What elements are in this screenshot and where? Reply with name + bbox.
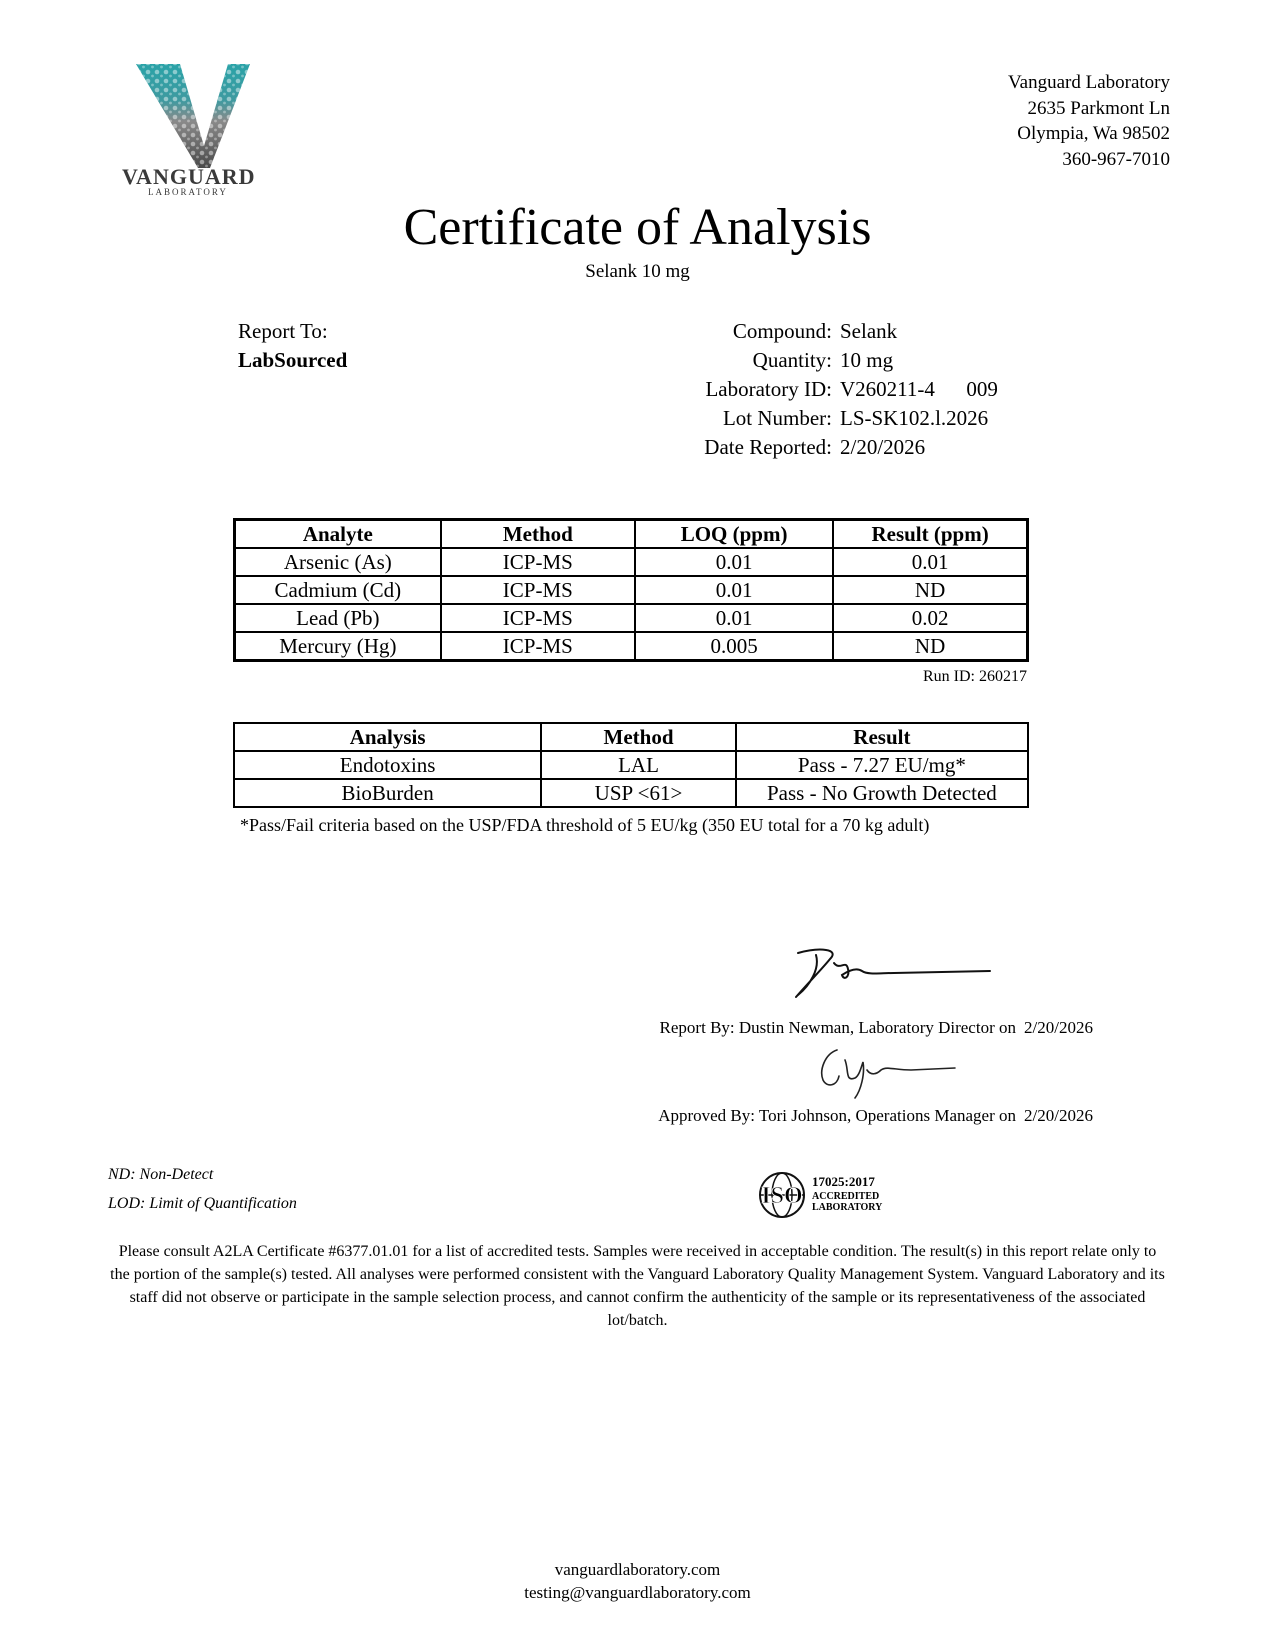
sample-date-label: Date Reported:	[704, 435, 832, 459]
manager-signature	[815, 1040, 960, 1102]
footer-email: testing@vanguardlaboratory.com	[524, 1583, 751, 1602]
table-cell: ICP-MS	[441, 632, 635, 661]
iso-accreditation-badge	[754, 1170, 904, 1220]
table-header-cell: Analysis	[234, 723, 541, 751]
lab-street: 2635 Parkmont Ln	[1027, 97, 1170, 119]
footer-website: vanguardlaboratory.com	[554, 1560, 721, 1579]
sample-info-row	[600, 317, 998, 346]
legend-nd: ND: Non-Detect	[108, 1166, 214, 1183]
sample-lab-id-value: V260211-4 009	[840, 377, 998, 401]
table-cell: Mercury (Hg)	[235, 632, 441, 661]
sample-compound-value: Selank	[840, 319, 898, 343]
lab-city: Olympia, Wa 98502	[1017, 123, 1170, 144]
table-row	[235, 632, 1028, 661]
table-cell: Arsenic (As)	[235, 548, 441, 576]
table-header-cell: Result (ppm)	[833, 520, 1027, 549]
table-row	[235, 604, 1028, 632]
table-cell: Pass - No Growth Detected	[736, 779, 1028, 807]
vanguard-logo	[118, 60, 288, 200]
sample-lot-value: LS-SK102.l.2026	[840, 406, 989, 430]
metals-table	[233, 518, 1029, 662]
table-cell: Endotoxins	[234, 751, 541, 779]
approved-by	[0, 1106, 1104, 1126]
table-cell: ICP-MS	[441, 604, 635, 632]
table-cell: 0.01	[635, 548, 833, 576]
micro-table	[233, 722, 1029, 808]
table-row	[235, 576, 1028, 604]
report-to	[238, 317, 347, 375]
iso-line1: ACCREDITED	[812, 1191, 880, 1202]
report-by-date: 2/20/2026	[1024, 1018, 1093, 1037]
table-cell: ICP-MS	[441, 548, 635, 576]
lab-address	[1008, 70, 1170, 172]
table-cell: LAL	[541, 751, 736, 779]
table-cell: Lead (Pb)	[235, 604, 441, 632]
table-cell: ND	[833, 576, 1027, 604]
sample-info-row	[600, 346, 998, 375]
logo-name: VANGUARD	[122, 164, 256, 189]
table-cell: Cadmium (Cd)	[235, 576, 441, 604]
sample-info-row	[600, 375, 998, 404]
table-header-row	[234, 723, 1028, 751]
endotoxin-footnote: *Pass/Fail criteria based on the USP/FDA threshold of 5 EU/kg (350 EU total for a 70 kg adult)	[240, 815, 930, 835]
client-name: LabSourced	[238, 348, 348, 372]
table-cell: ICP-MS	[441, 576, 635, 604]
table-row	[234, 751, 1028, 779]
table-row	[234, 779, 1028, 807]
run-id: Run ID: 260217	[923, 668, 1027, 685]
approved-by-date: 2/20/2026	[1024, 1106, 1093, 1125]
table-header-cell: Method	[541, 723, 736, 751]
sample-quantity-label: Quantity:	[752, 348, 832, 372]
lab-name: Vanguard Laboratory	[1008, 72, 1170, 93]
table-cell: 0.01	[833, 548, 1027, 576]
table-cell: ND	[833, 632, 1027, 661]
table-header-cell: Result	[736, 723, 1028, 751]
table-row	[235, 548, 1028, 576]
table-cell: BioBurden	[234, 779, 541, 807]
report-by-text: Report By: Dustin Newman, Laboratory Director on	[659, 1018, 1016, 1037]
logo-sub: LABORATORY	[148, 187, 228, 197]
sample-info	[600, 317, 998, 462]
sample-lab-id-label: Laboratory ID:	[705, 377, 832, 401]
table-header-cell: Analyte	[235, 520, 441, 549]
sample-info-row	[600, 433, 998, 462]
sample-quantity-value: 10 mg	[840, 348, 894, 372]
table-cell: USP <61>	[541, 779, 736, 807]
table-header-cell: LOQ (ppm)	[635, 520, 833, 549]
abbreviation-legend	[108, 1160, 297, 1218]
table-cell: 0.02	[833, 604, 1027, 632]
iso-mark: ISO	[761, 1183, 803, 1209]
sample-date-value: 2/20/2026	[840, 435, 926, 459]
legend-lod: LOD: Limit of Quantification	[108, 1195, 297, 1212]
table-cell: 0.01	[635, 576, 833, 604]
lab-phone: 360-967-7010	[1062, 148, 1170, 170]
table-header-cell: Method	[441, 520, 635, 549]
document-subtitle: Selank 10 mg	[585, 261, 690, 282]
table-header-row	[235, 520, 1028, 549]
sample-lot-label: Lot Number:	[722, 406, 832, 430]
table-cell: Pass - 7.27 EU/mg*	[736, 751, 1028, 779]
table-cell: 0.005	[635, 632, 833, 661]
footer	[0, 1558, 1275, 1604]
sample-compound-label: Compound:	[732, 319, 832, 343]
report-by	[0, 1018, 1104, 1038]
sample-info-row	[600, 404, 998, 433]
disclaimer: Please consult A2LA Certificate #6377.01.01 for a list of accredited tests. Samples were received in acceptable condition. The result(s) in this report relate only to the portion of the sample(s) tested. All analyses were performed consistent with the Vanguard Laboratory Quality Management System. Vanguard Laboratory and its staff did not observe or participate in the sample selection process, and cannot confirm the authenticity of the sample or its representativeness of the associated lot/batch.	[110, 1243, 1165, 1329]
document-title: Certificate of Analysis	[403, 199, 872, 256]
iso-standard: 17025:2017	[812, 1174, 875, 1189]
table-cell: 0.01	[635, 604, 833, 632]
director-signature	[790, 945, 1000, 1005]
iso-line2: LABORATORY	[812, 1202, 883, 1213]
report-to-label: Report To:	[238, 319, 328, 343]
approved-by-text: Approved By: Tori Johnson, Operations Manager on	[658, 1106, 1016, 1125]
